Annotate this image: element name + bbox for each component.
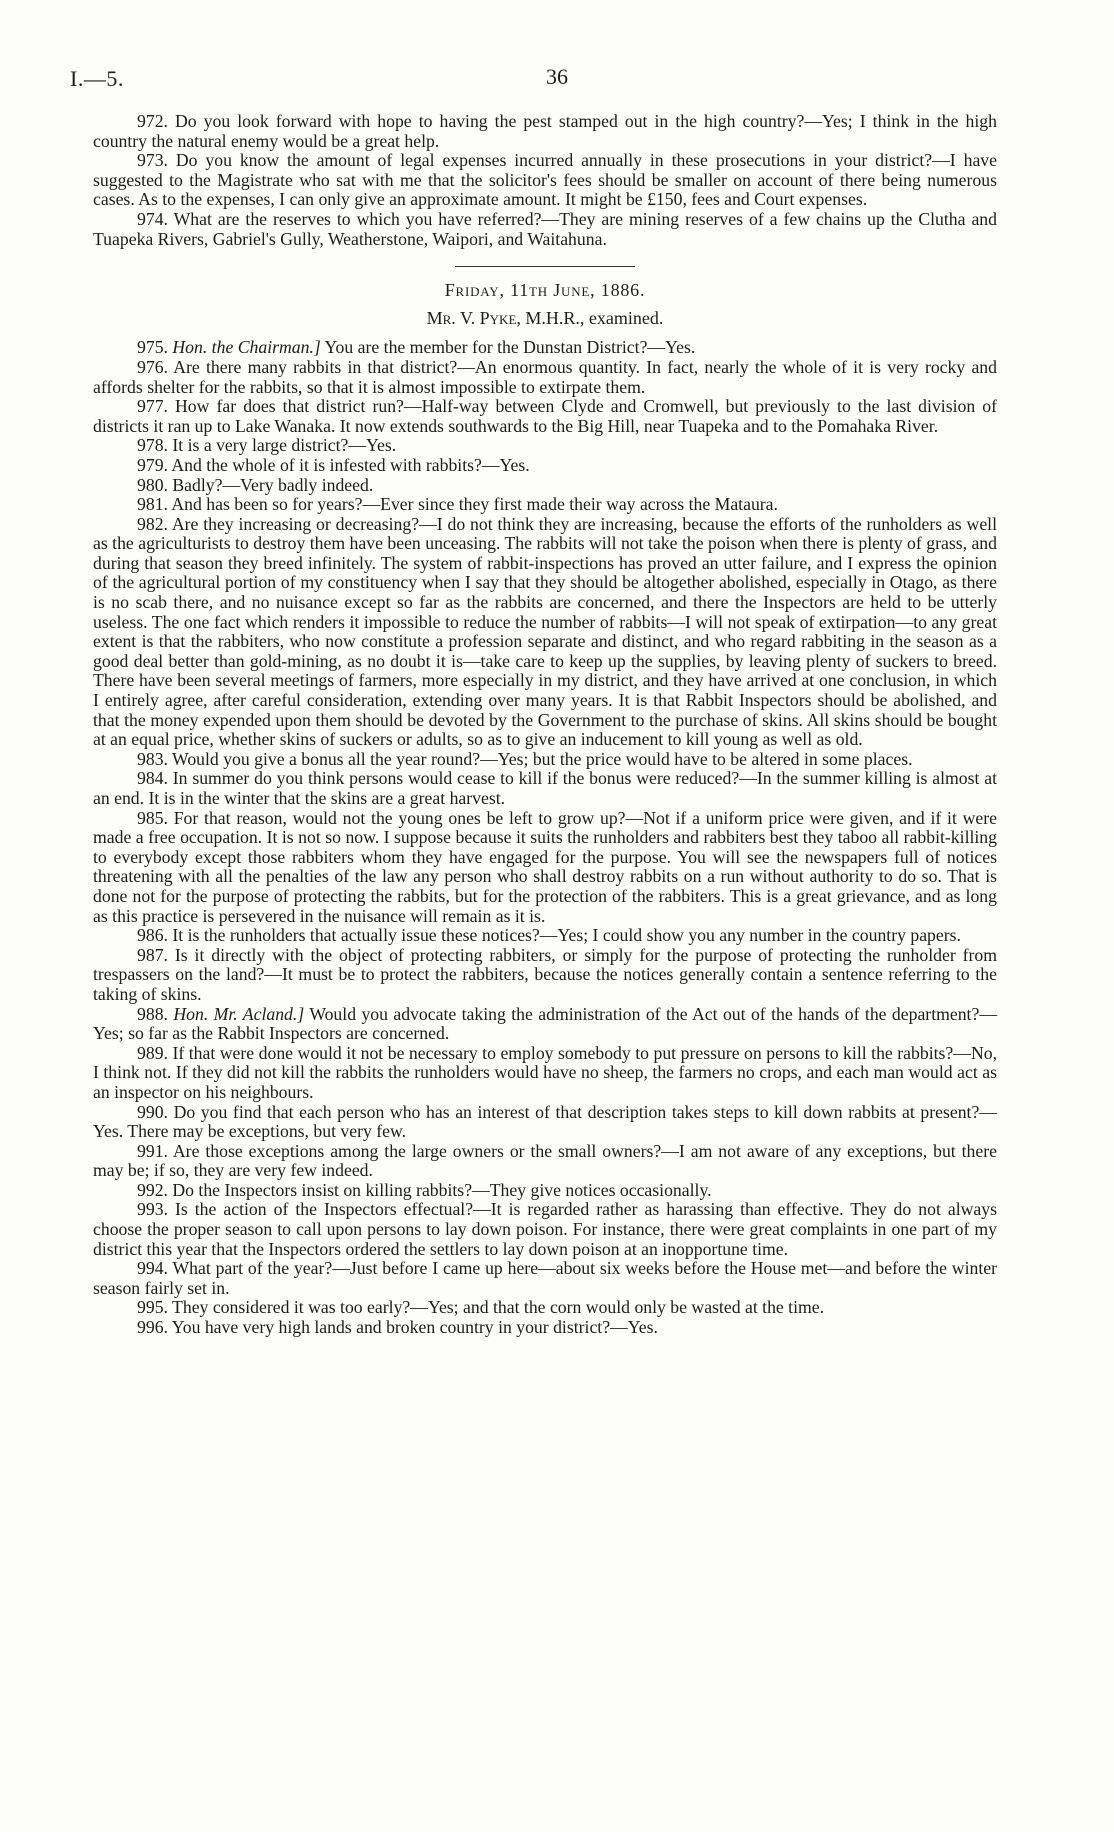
- paragraph-993: 993. Is the action of the Inspectors effectual?—It is regarded rather as harassing than effective. They do not always choose the proper season to call upon persons to lay down poison. For instance, there were great complaints in one part of my district this year that the Inspectors ordered the settlers to lay down poison at an inopportune time.: [93, 1199, 997, 1259]
- paragraph-991: 991. Are those exceptions among the large owners or the small owners?—I am not aware of any exceptions, but there may be; if so, they are very few indeed.: [93, 1140, 997, 1181]
- paragraph-994: 994. What part of the year?—Just before I came up here—about six weeks before the House met—and before the winter season fairly set in.: [93, 1258, 997, 1298]
- paragraph-974: 974. What are the reserves to which you have referred?—They are mining reserves of a few chains up the Clutha and Tuapeka Rivers, Gabriel's Gully, Weatherstone, Waipori, and Waitahuna.: [93, 208, 997, 249]
- paragraph-996: 996. You have very high lands and broken country in your district?—Yes.: [137, 1317, 658, 1338]
- paragraph-983: 983. Would you give a bonus all the year round?—Yes; but the price would have to be altered in some places.: [137, 748, 913, 769]
- paragraph-992: 992. Do the Inspectors insist on killing rabbits?—They give notices occasionally.: [137, 1179, 712, 1200]
- paragraph-979: 979. And the whole of it is infested with rabbits?—Yes.: [137, 454, 530, 475]
- sitting-date: Friday, 11th June, 1886.: [444, 280, 646, 301]
- question-number: 975.: [137, 337, 168, 358]
- document-reference: I.—5.: [70, 66, 124, 91]
- paragraph-976: 976. Are there many rabbits in that district?—An enormous quantity. In fact, nearly the whole of it is very rocky and affords shelter for the rabbits, so that it is almost impossible to extirpate them.: [93, 356, 997, 397]
- paragraphs-top: [93, 112, 997, 249]
- paragraph-989: 989. If that were done would it not be necessary to employ somebody to put pressure on persons to kill the rabbits?—No, I think not. If they did not kill the rabbits the runholders would have no sheep, the farmers no crops, and each man would act as an inspector on his neighbours.: [93, 1042, 997, 1102]
- paragraph-981: 981. And has been so for years?—Ever since they first made their way across the Mataura.: [137, 494, 778, 515]
- witness-title: , M.H.R., examined.: [516, 307, 664, 328]
- paragraph-975: [93, 338, 997, 358]
- speaker-label: Hon. the Chairman.]: [172, 337, 321, 358]
- section-divider: [455, 266, 635, 267]
- paragraph-982: 982. Are they increasing or decreasing?—I do not think they are increasing, because the efforts of the runholders as well as the agriculturists to destroy them have been unceasing. The rabbits will not take the poison when there is plenty of grass, and during that season they breed infinitely. The system of rabbit-inspections has proved an utter failure, and I express the opinion of the agricultural portion of my constituency when I say that they should be altogether abolished, especially in Otago, as there is no scab there, and no nuisance except so far as the rabbits are concerned, and there the Inspectors are held to be utterly useless. The one fact which renders it impossible to reduce the number of rabbits—I will not speak of extirpation—to any great extent is that the rabbiters, who now constitute a profession separate and distinct, and who regard rabbiting in the season as a good deal better than gold-mining, as no doubt it is—take care to keep up the supplies, by leaving plenty of suckers to breed. There have been several meetings of farmers, more especially in my district, and they have arrived at one conclusion, in which I entirely agree, after careful consideration, extending over many years. It is that Rabbit Inspectors should be abolished, and that the money expended upon them should be devoted by the Government to the purchase of skins. All skins should be bought at an equal price, whether skins of suckers or adults, so as to give an inducement to kill young as well as old.: [93, 513, 997, 750]
- question-text: You are the member for the Dunstan District?—Yes.: [324, 337, 696, 358]
- paragraph-978: 978. It is a very large district?—Yes.: [137, 435, 397, 456]
- paragraphs-mid: [93, 358, 997, 1005]
- paragraph-973: 973. Do you know the amount of legal expenses incurred annually in these prosecutions in your district?—I have suggested to the Magistrate who sat with me that the solicitor's fees should be smaller on account of there being numerous cases. As to the expenses, I can only give an approximate amount. It might be £150, fees and Court expenses.: [93, 150, 997, 210]
- paragraph-977: 977. How far does that district run?—Half-way between Clyde and Cromwell, but previously to the last division of districts it ran up to Lake Wanaka. It now extends southwards to the Big Hill, near Tuapeka and to the Pomahaka River.: [93, 396, 997, 436]
- paragraph-985: 985. For that reason, would not the young ones be left to grow up?—Not if a uniform price were given, and if it were made a free occupation. It is not so now. I suppose because it suits the runholders and rabbiters best they taboo all rabbit-killing to everybody except those rabbiters whom they have engaged for the purpose. You will see the newspapers full of notices threatening with all the penalties of the law any person who shall destroy rabbits on a run without authority to do so. That is done not for the purpose of protecting the rabbits, but for the protection of the rabbiters. This is a great grievance, and as long as this practice is persevered in the nuisance will remain as it is.: [93, 807, 997, 926]
- paragraph-986: 986. It is the runholders that actually issue these notices?—Yes; I could show you any number in the country papers.: [137, 925, 961, 946]
- paragraph-972: 972. Do you look forward with hope to having the pest stamped out in the high country?—Yes; I think in the high country the natural enemy would be a great help.: [93, 111, 997, 151]
- paragraphs-bottom: [93, 1044, 997, 1338]
- question-text: Would you advocate taking the administration of the Act out of the hands of the department?—Yes; so far as the Rabbit Inspectors are concerned.: [93, 1003, 998, 1044]
- page-number: 36: [546, 64, 568, 89]
- witness-name: Mr. V. Pyke: [426, 307, 517, 328]
- paragraph-988: [93, 1005, 997, 1044]
- paragraph-980: 980. Badly?—Very badly indeed.: [137, 474, 374, 495]
- speaker-label: Hon. Mr. Acland.]: [173, 1003, 305, 1024]
- paragraph-984: 984. In summer do you think persons would cease to kill if the bonus were reduced?—In the summer killing is almost at an end. It is in the winter that the skins are a great harvest.: [93, 768, 997, 808]
- page-body: [93, 112, 997, 1338]
- paragraph-990: 990. Do you find that each person who has an interest of that description takes steps to kill down rabbits at present?—Yes. There may be exceptions, but very few.: [93, 1101, 997, 1142]
- witness-heading: [93, 309, 997, 329]
- paragraph-995: 995. They considered it was too early?—Yes; and that the corn would only be wasted at the time.: [137, 1297, 825, 1318]
- question-number: 988.: [137, 1003, 168, 1024]
- paragraph-987: 987. Is it directly with the object of protecting rabbiters, or simply for the purpose of protecting the runholder from trespassers on the land?—It must be to protect the rabbiters, because the notices generally contain a sentence referring to the taking of skins.: [93, 944, 997, 1004]
